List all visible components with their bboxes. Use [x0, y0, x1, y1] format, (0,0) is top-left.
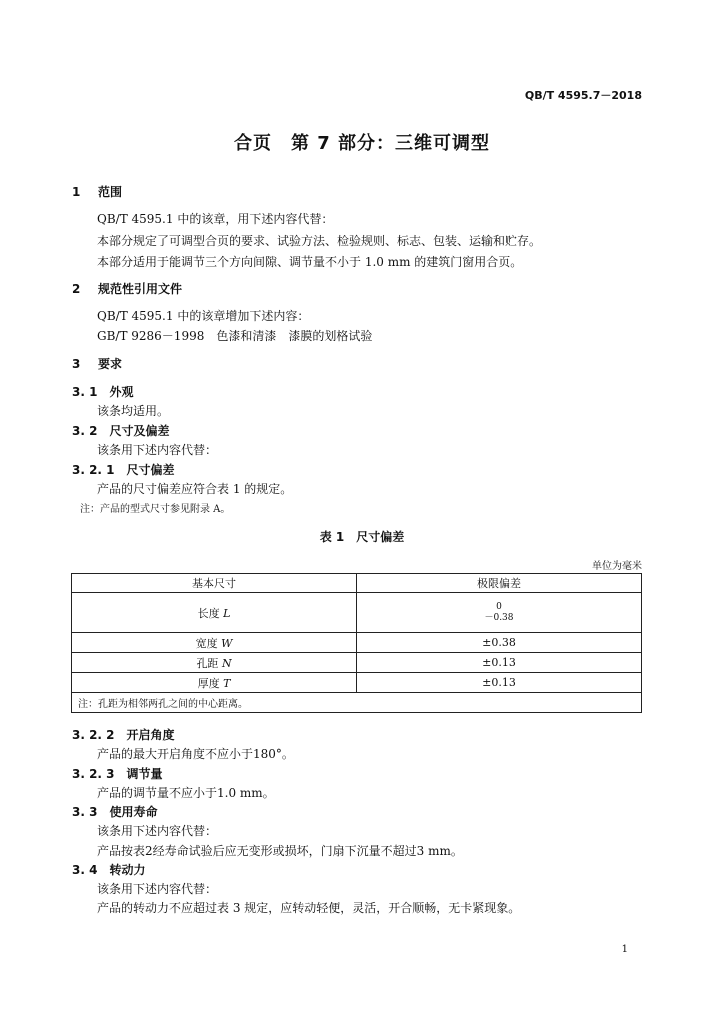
table-note: 注：孔距为相邻两孔之间的中心距离。: [72, 693, 642, 713]
dimension-label: 厚度: [197, 676, 220, 690]
section-number: 3: [72, 357, 81, 371]
section-2-heading: [72, 280, 182, 297]
paragraph: QB/T 4595.1 中的该章增加下述内容：: [97, 309, 310, 323]
standard-code: QB/T 4595.7－2018: [524, 89, 642, 102]
paragraph: 该条均适用。: [97, 404, 170, 418]
section-number: 3. 2: [72, 424, 98, 438]
section-3-heading: [72, 355, 122, 372]
paragraph: 本部分适用于能调节三个方向间隙、调节量不小于 1.0 mm 的建筑门窗用合页。: [97, 255, 523, 269]
section-3-4-heading: [72, 861, 145, 878]
paragraph: 产品的转动力不应超过表 3 规定，应转动轻便，灵活，开合顺畅，无卡紧现象。: [97, 901, 521, 915]
section-3-1-heading: [72, 383, 133, 400]
dimension-label: 孔距: [196, 656, 219, 670]
page-number: 1: [621, 944, 628, 955]
section-title: 使用寿命: [109, 805, 158, 819]
table-row: [72, 633, 642, 653]
dimension-cell: [72, 673, 357, 693]
section-1-heading: [72, 183, 122, 200]
dimension-symbol: L: [223, 606, 231, 620]
tolerance-cell: ±0.38: [357, 633, 642, 653]
dimension-label: 长度: [197, 606, 220, 620]
paragraph: 产品的调节量不应小于1.0 mm。: [97, 786, 275, 800]
dimension-cell: [72, 593, 357, 633]
section-title: 转动力: [109, 863, 146, 877]
tolerance-table: [71, 573, 642, 713]
tolerance-cell: ±0.13: [357, 673, 642, 693]
paragraph: 产品按表2经寿命试验后应无变形或损坏，门扇下沉量不超过3 mm。: [97, 844, 463, 858]
section-title: 尺寸及偏差: [109, 424, 170, 438]
section-title: 要求: [98, 357, 123, 371]
paragraph: 该条用下述内容代替：: [97, 882, 218, 896]
section-number: 3. 3: [72, 805, 98, 819]
section-title: 范围: [98, 185, 123, 199]
table-unit: 单位为毫米: [592, 561, 642, 572]
column-header: 基本尺寸: [72, 574, 357, 593]
dimension-cell: [72, 653, 357, 673]
paragraph: 该条用下述内容代替：: [97, 824, 218, 838]
paragraph: 产品的最大开启角度不应小于180°。: [97, 747, 294, 761]
section-title: 规范性引用文件: [98, 282, 183, 296]
section-number: 3. 2. 3: [72, 767, 115, 781]
section-title: 外观: [109, 385, 134, 399]
paragraph: 本部分规定了可调型合页的要求、试验方法、检验规则、标志、包装、运输和贮存。: [97, 234, 542, 248]
section-3-3-heading: [72, 803, 157, 820]
reference-entry: GB/T 9286－1998 色漆和清漆 漆膜的划格试验: [97, 329, 373, 343]
paragraph: 产品的尺寸偏差应符合表 1 的规定。: [97, 482, 293, 496]
tolerance-cell: ±0.13: [357, 653, 642, 673]
section-number: 2: [72, 282, 81, 296]
section-number: 3. 2. 1: [72, 463, 115, 477]
dimension-label: 宽度: [195, 636, 218, 650]
paragraph: 该条用下述内容代替：: [97, 443, 218, 457]
note: 注：产品的型式尺寸参见附录 A。: [80, 504, 231, 515]
section-3-2-1-heading: [72, 461, 175, 478]
section-title: 尺寸偏差: [126, 463, 175, 477]
table-row: [72, 653, 642, 673]
tolerance-cell: [357, 593, 642, 633]
lower-deviation: －0.38: [484, 612, 514, 623]
table-title: 表 1 尺寸偏差: [319, 530, 405, 544]
section-3-2-heading: [72, 422, 169, 439]
tolerance-stack: [484, 602, 513, 624]
dimension-symbol: T: [223, 676, 231, 690]
page-title: 合页 第 7 部分：三维可调型: [233, 133, 491, 154]
table-row: [72, 673, 642, 693]
section-3-2-2-heading: [72, 726, 175, 743]
section-title: 调节量: [126, 767, 163, 781]
table-header-row: [72, 574, 642, 593]
section-number: 3. 1: [72, 385, 98, 399]
section-number: 3. 4: [72, 863, 98, 877]
section-number: 3. 2. 2: [72, 728, 115, 742]
column-header: 极限偏差: [357, 574, 642, 593]
section-number: 1: [72, 185, 81, 199]
dimension-symbol: N: [221, 656, 232, 670]
section-title: 开启角度: [126, 728, 175, 742]
dimension-symbol: W: [221, 636, 233, 650]
table-row: [72, 593, 642, 633]
upper-deviation: 0: [496, 601, 502, 612]
dimension-cell: [72, 633, 357, 653]
table-note-row: [72, 693, 642, 713]
paragraph: QB/T 4595.1 中的该章，用下述内容代替：: [97, 212, 334, 226]
section-3-2-3-heading: [72, 765, 163, 782]
